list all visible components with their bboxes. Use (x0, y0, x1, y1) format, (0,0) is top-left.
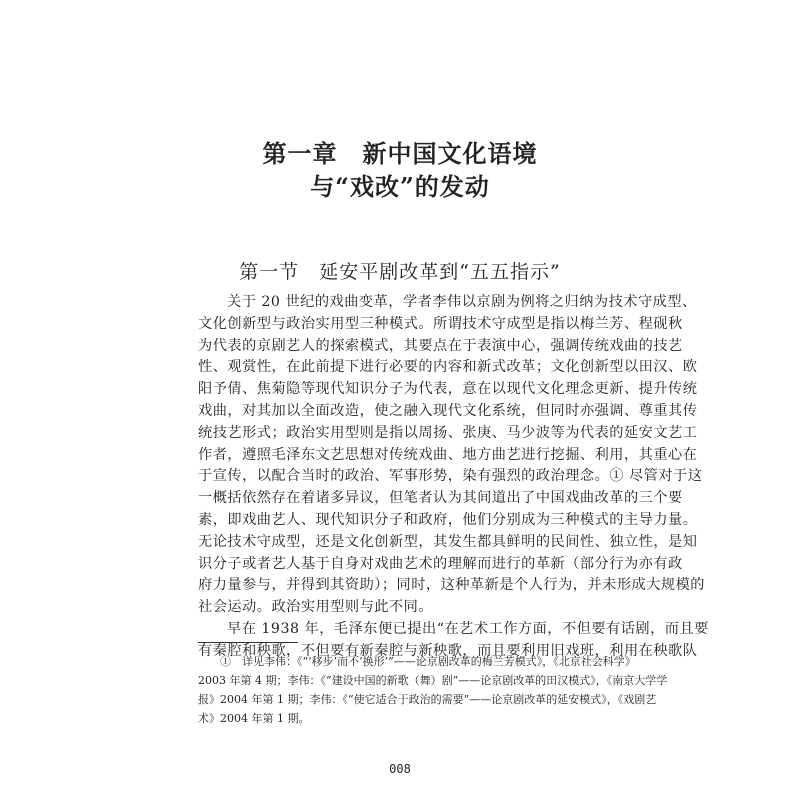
footnote-line: 术》2004 年第 1 期。 (198, 712, 310, 725)
paragraph-line: 关于 20 世纪的戏曲变革，学者李伟以京剧为例将之归纳为技术守成型、 (227, 294, 697, 310)
paragraph-line: 一概括依然存在着诸多异议，但笔者认为其间道出了中国戏曲改革的三个要 (198, 490, 683, 507)
paragraph-line: 为代表的京剧艺人的探索模式，其要点在于表演中心，强调传统戏曲的技艺 (198, 337, 683, 354)
footnote-rule (198, 642, 298, 643)
body-text (198, 292, 709, 663)
footnote-line: 2003 年第 4 期；李伟：《“建设中国的新歌（舞）剧”——论京剧改革的田汉模式》，《南京大学学 (198, 674, 668, 687)
paragraph-line: 素，即戏曲艺人、现代知识分子和政府，他们分别成为三种模式的主导力量。 (198, 511, 698, 528)
footnote-line: 报》2004 年第 1 期；李伟：《“使它适合于政治的需要”——论京剧改革的延安模式》，《戏剧艺 (198, 693, 657, 706)
paragraph-line: 统技艺形式；政治实用型则是指以周扬、张庚、马少波等为代表的延安文艺工 (198, 424, 698, 441)
paragraph-line: 性、观赏性，在此前提下进行必要的内容和新式改革；文化创新型以田汉、欧 (198, 359, 698, 376)
page-number: 008 (389, 762, 411, 776)
paragraph-line: 戏曲，对其加以全面改造，使之融入现代文化系统，但同时亦强调、尊重其传 (198, 402, 698, 419)
section-title: 第一节 延安平剧改革到“五五指示” (239, 261, 561, 283)
paragraph-line: 社会运动。政治实用型则与此不同。 (198, 599, 434, 616)
paragraph-line: 识分子或者艺人基于自身对戏曲艺术的理解而进行的革新（部分行为亦有政 (198, 555, 683, 572)
chapter-title-line2: 与“戏改”的发动 (310, 172, 490, 201)
footnote (198, 652, 668, 728)
paragraph-line: 无论技术守成型，还是文化创新型，其发生都具鲜明的民间性、独立性，是知 (198, 533, 698, 550)
paragraph-line: 文化创新型与政治实用型三种模式。所谓技术守成型是指以梅兰芳、程砚秋 (198, 315, 683, 332)
footnote-line: ① 详见李伟：《“‘移步’而不‘换形’”——论京剧改革的梅兰芳模式》，《北京社会科学》 (220, 655, 636, 668)
paragraph-line: 有秦腔和秧歌，不但要有新秦腔与新秧歌，而且要利用旧戏班，利用在秧歌队 (198, 642, 698, 659)
paragraph-line: 早在 1938 年，毛泽东便已提出“在艺术工作方面，不但要有话剧，而且要 (227, 620, 709, 637)
paragraph-line: 于宣传，以配合当时的政治、军事形势，染有强烈的政治理念。① 尽管对于这 (198, 468, 703, 485)
paragraph-line: 府力量参与，并得到其资助）；同时，这种革新是个人行为，并未形成大规模的 (198, 577, 705, 594)
paragraph-line: 阳予倩、焦菊隐等现代知识分子为代表，意在以现代文化理念更新、提升传统 (198, 381, 698, 398)
chapter-title-line1: 第一章 新中国文化语境 (262, 139, 538, 168)
paragraph-line: 作者，遵照毛泽东文艺思想对传统戏曲、地方曲艺进行挖掘、利用，其重心在 (198, 446, 698, 463)
